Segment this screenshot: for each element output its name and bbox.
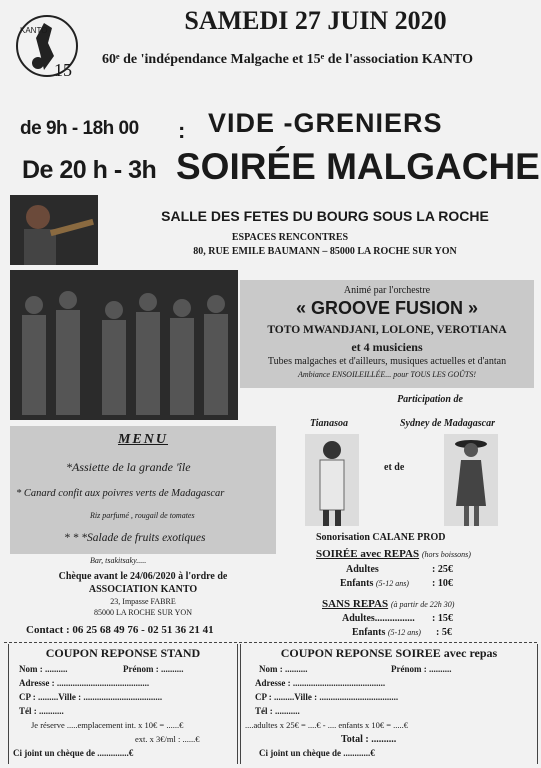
coupon-stand-nom[interactable]: Nom : ..........	[19, 664, 68, 674]
tianasoa-photo	[305, 434, 359, 526]
woman-with-hat-icon	[444, 434, 498, 526]
price-with-meal-note: (hors boissons)	[421, 550, 471, 559]
logo-number: 15	[54, 60, 72, 80]
coupon-stand-cheque[interactable]: Ci joint un chèque de ..............€	[13, 748, 134, 758]
coupon-stand-cp[interactable]: CP : .........Ville : ...................................	[19, 692, 163, 702]
price-adults-with: : 25€	[432, 564, 453, 575]
coupon-soiree-title: COUPON REPONSE SOIREE avec repas	[280, 646, 498, 660]
price-kids-note-2: (5-12 ans)	[387, 628, 421, 637]
event-date: SAMEDI 27 JUIN 2020	[184, 6, 447, 35]
price-kids-label: Enfants	[340, 578, 374, 589]
price-adults-without: : 15€	[432, 613, 453, 624]
time-soiree: De 20 h - 3h	[22, 156, 157, 184]
venue-address: 80, RUE EMILE BAUMANN – 85000 LA ROCHE SUR YON	[193, 246, 457, 257]
orchestra-ambiance: Ambiance ENSOILEILLÉE... pour TOUS LES GOÛTS!	[297, 370, 477, 379]
title-soiree-malgache: SOIRÉE MALGACHE	[176, 146, 540, 187]
coupon-stand	[8, 644, 238, 764]
band-photo	[10, 270, 238, 420]
orchestra-name: « GROOVE FUSION »	[295, 298, 479, 318]
menu-item-riz: Riz parfumé , rougail de tomates	[90, 511, 195, 520]
sound-credit: Sonorisation CALANE PROD	[316, 532, 446, 543]
orchestra-plus: et 4 musiciens	[351, 340, 423, 354]
orchestra-intro: Animé par l'orchestre	[343, 285, 431, 296]
coupon-stand-reserve[interactable]: Je réserve .....emplacement int. x 10€ = ......€	[31, 720, 184, 730]
price-with-meal-label: SOIRÉE avec REPAS	[316, 548, 420, 560]
guitarist-icon	[10, 195, 98, 265]
title-vide-greniers: VIDE -GRENIERS	[208, 108, 443, 138]
contact-phones: Contact : 06 25 68 49 76 - 02 51 36 21 41	[26, 624, 214, 636]
logo	[14, 8, 80, 86]
band-members-icon	[10, 270, 238, 420]
price-adults-label: Adultes	[346, 564, 379, 575]
coupon-soiree-adresse[interactable]: Adresse : .........................................	[255, 678, 386, 688]
payment-line3: 23, Impasse FABRE	[110, 597, 176, 606]
coupon-soiree-cheque[interactable]: Ci joint un chèque de ............€	[259, 748, 375, 758]
sydney-photo	[444, 434, 498, 526]
price-without-meal-label: SANS REPAS	[322, 598, 389, 610]
participation-and: et de	[384, 462, 405, 473]
orchestra-members: TOTO MWANDJANI, LOLONE, VEROTIANA	[267, 324, 507, 336]
logo-text: KANTO	[20, 26, 48, 35]
colon: :	[178, 118, 186, 143]
artist-sydney: Sydney de Madagascar	[400, 418, 495, 429]
coupon-stand-title: COUPON REPONSE STAND	[45, 646, 201, 660]
price-kids-label-2: Enfants	[352, 627, 386, 638]
orchestra-box	[240, 280, 534, 388]
coupon-soiree	[240, 644, 538, 764]
payment-line4: 85000 LA ROCHE SUR YON	[94, 608, 192, 617]
menu-item-salade: * * *Salade de fruits exotiques	[64, 532, 206, 544]
price-kids-with: : 10€	[432, 578, 453, 589]
coupon-soiree-prenom[interactable]: Prénom : ..........	[391, 664, 452, 674]
coupon-stand-ext[interactable]: ext. x 3€/ml : ......€	[135, 734, 200, 744]
menu-item-assiette: *Assiette de la grande 'île	[66, 460, 191, 474]
price-adults-label-2: Adultes................	[342, 613, 415, 624]
event-subtitle: 60ᵉ de 'indépendance Malgache et 15ᵉ de l'association KANTO	[102, 52, 473, 67]
participation-title: Participation de	[397, 394, 463, 405]
payment-line1: Chèque avant le 24/06/2020 à l'ordre de	[58, 571, 228, 582]
singer-photo	[10, 195, 98, 265]
singer-woman-icon	[305, 434, 359, 526]
menu-item-canard: * Canard confit aux poivres verts de Madagascar	[16, 488, 225, 499]
price-kids-note: (5-12 ans)	[375, 579, 409, 588]
coupon-soiree-adults[interactable]: ....adultes x 25€ = ....€ - .... enfants x 10€ = .....€	[245, 720, 409, 730]
menu-box	[10, 426, 276, 554]
menu-title: MENU	[117, 432, 168, 447]
coupon-soiree-nom[interactable]: Nom : ..........	[259, 664, 308, 674]
price-without-meal-note: (à partir de 22h 30)	[390, 600, 455, 609]
time-vide-greniers: de 9h - 18h 00	[20, 118, 139, 139]
coupon-soiree-tel[interactable]: Tél : ...........	[255, 706, 300, 716]
price-without-meal-title	[322, 598, 454, 610]
coupon-stand-adresse[interactable]: Adresse : .........................................	[19, 678, 150, 688]
coupon-soiree-total[interactable]: Total : ..........	[341, 734, 397, 745]
orchestra-description: Tubes malgaches et d'ailleurs, musiques actuelles et d'antan	[267, 356, 507, 367]
venue-line1: ESPACES RENCONTRES	[231, 232, 349, 243]
price-kids-without: : 5€	[436, 627, 452, 638]
price-kids-label-row-2	[352, 627, 421, 638]
coupon-soiree-cp[interactable]: CP : .........Ville : ...................................	[255, 692, 399, 702]
cut-line	[4, 642, 537, 643]
price-with-meal-title	[316, 548, 471, 560]
coupon-stand-tel[interactable]: Tél : ...........	[19, 706, 64, 716]
artist-tianasoa: Tianasoa	[310, 418, 348, 429]
menu-extra: Bar, tsakitsaky.....	[90, 556, 147, 565]
price-kids-label-row	[340, 578, 409, 589]
payment-line2: ASSOCIATION KANTO	[88, 584, 198, 595]
venue-name: SALLE DES FETES DU BOURG SOUS LA ROCHE	[161, 208, 489, 224]
coupon-stand-prenom[interactable]: Prénom : ..........	[123, 664, 184, 674]
